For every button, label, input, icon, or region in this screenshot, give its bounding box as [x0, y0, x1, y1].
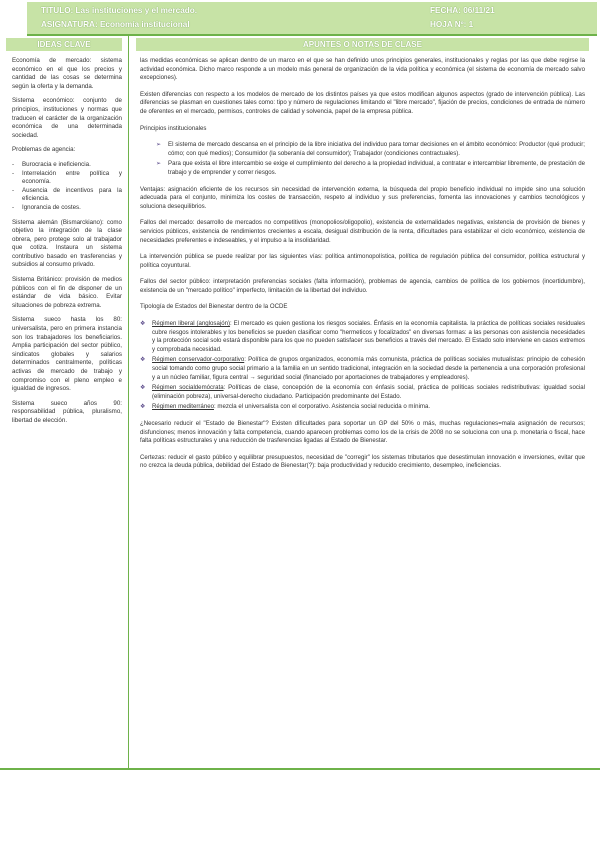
arrow-bullet-icon: ➢	[156, 161, 162, 168]
notes-paragraph: Existen diferencias con respecto a los modelos de mercado de los distintos países ya que estos modifican algunos aspectos (grado de intervención pública). Las diferencias se plasman en cuestiones tales como: tipo y número de regulaciones limitando el "libre mercado", fijación de precios, condiciones de entrada de número de oferentes en el mercado, permisos, controles de calidad y solvencia, papel de la empresa pública.	[140, 90, 585, 115]
subject-label: ASIGNATURA: Economía institucional	[41, 20, 190, 29]
date-label: FECHA: 06/11/21	[430, 6, 495, 15]
regime-text: : Política de grupos organizados, economía más comunista, práctica de políticas sociales mutualistas: principio de cohesión social tomando como grupo social primario a la familia en un sentido tradicional, integración en la sociedad desde la pertenencia a una corporación profesional y a un núcleo familiar, figura central → seguridad social (financiado por aportaciones de trabajadores y empleadores).	[152, 356, 585, 381]
list-item: - Interrelación entre política y economía.	[12, 170, 122, 187]
header-bar	[27, 2, 597, 36]
notes-paragraph: Fallos del sector público: interpretación preferencias sociales (falta información), problemas de agencia, cambios de política de los gobiernos (incertidumbre), existencia de un "mercado político" imperfecto, limitación de la libertad del individuo.	[140, 278, 585, 294]
notes-paragraph: ¿Necesario reducir el "Estado de Bienestar"? Existen dificultades para soportar un GP del 50% o más, muchas regulaciones=mala asignación de recursos; disfunciones; menos innovación y falta competencia, cuando aparecen problemas como los de la crisis de 2008 no se soluciona con una p. monetaria o fiscal, hace falta políticas estructurales y una reducción de trasferencias ligadas al Estado de Bienestar.	[140, 420, 585, 445]
diamond-bullet-icon: ❖	[140, 357, 146, 364]
key-idea-paragraph: Economía de mercado: sistema económico en el que los precios y cantidad de las cosas se determina según la oferta y la demanda.	[12, 57, 122, 90]
bullet-text: Para que exista el libre intercambio se exige el cumplimiento del derecho a la propiedad individual, a contratar e intercambiar libremente, de prestación de trabajo y de emprender y correr riesgos.	[168, 160, 585, 176]
notes-paragraph: La intervención pública se puede realizar por las siguientes vías: política antimonopolística, política de regulación pública del consumidor, política estructural y política coyuntural.	[140, 253, 585, 269]
diamond-bullet-icon: ❖	[140, 404, 146, 411]
diamond-bullet-icon: ❖	[140, 321, 146, 328]
key-idea-paragraph: Sistema sueco años 90: responsabilidad pública, pluralismo, libertad de elección.	[12, 399, 122, 424]
key-ideas-column	[0, 36, 129, 768]
notes-paragraph: Ventajas: asignación eficiente de los recursos sin necesidad de intervención externa, la búsqueda del propio beneficio individual no impide sino una solución adecuada para el conjunto, minimiza los costes de transacción, respeto al individuo y sus preferencias, fomenta las innovaciones y cambios tecnológicos y soluciona desequilibrios.	[140, 185, 585, 210]
page-number-label: HOJA Nº: 1	[430, 20, 474, 29]
key-ideas-body	[0, 51, 128, 426]
list-item: - Burocracia e ineficiencia.	[12, 161, 122, 170]
regime-text: : El mercado es quien gestiona los riesgos sociales. Énfasis en la economía capitalista. la práctica de políticas sociales residuales cubre riesgos intolerables y los beneficios se pueden clasificar como "hermeticos y focalizados" en diversas formas: a las personas con asistencia necesidades y la protección social solo estará disponible para los que no pueden satisfacer sus beneficios a través del mercado. El Estado solo interviene en casos extremos y comprobada necesidad.	[152, 320, 585, 353]
notes-paragraph: Certezas: reducir el gasto público y equilibrar presupuestos, necesidad de "corregir" los sistemas tributarios que desestimulan innovación e inversiones, evitar que no crezca la deuda pública, debilidad del Estado de Bienestar(?): baja productividad y reducido crecimiento, desempleo, ineficiencias.	[140, 453, 585, 470]
bottom-divider	[0, 768, 600, 770]
diamond-bullet-icon: ❖	[140, 385, 146, 392]
agency-problems-list	[12, 161, 122, 213]
principle-bullet	[156, 160, 585, 177]
regime-name: Régimen conservador-corporativo	[152, 356, 245, 364]
regime-text: : Políticas de clase, concepción de la economía con énfasis social, práctica de políticas sociales redistributivas: igualdad social (eliminación pobreza), universal-derecho ciudadano. Participación predominante del Estado.	[152, 384, 585, 400]
class-notes-column	[130, 36, 595, 768]
notes-paragraph: Fallos del mercado: desarrollo de mercados no competitivos (monopolios/oligopolio), existencia de externalidades negativas, existencia de provisión de bienes y servicios públicos, existencia de rendimientos crecientes a escala, desigual distribución de la renta, dificultades para estabilizar el ciclo económico, existencia de necesidades preferentes e indeseables, y el impulso a la insolidaridad.	[140, 219, 585, 244]
title-label: TITULO: Las instituciones y el mercado.	[41, 6, 198, 15]
key-idea-paragraph: Sistema económico: conjunto de principios, instituciones y normas que traducen el carácter de la organización económica de una determinada sociedad.	[12, 97, 122, 139]
regime-bullet	[140, 384, 585, 401]
notes-paragraph: Principios institucionales	[140, 124, 207, 132]
regime-name: Régimen socialdemócrata	[152, 384, 224, 392]
key-idea-paragraph: Problemas de agencia:	[12, 146, 76, 154]
principle-bullet	[156, 141, 585, 158]
regime-text: : mezcla el universalista con el corporativo. Asistencia social reducida o mínima.	[214, 403, 431, 411]
notes-paragraph: las medidas económicas se aplican dentro de un marco en el que se han definido unos principios generales, institucionales y reglas por las que debe regirse la actividad económica. Dicho marco responde a un modelo más general de organización de la vida política y económica (el sistema de economía de mercado salvo excepciones).	[140, 57, 585, 82]
regime-bullet	[140, 320, 585, 354]
key-idea-paragraph: Sistema Británico: provisión de medios públicos con el fin de disponer de un estándar de vida básico. Evitar situaciones de pobreza extrema.	[12, 276, 122, 309]
regime-name: Régimen mediterráneo	[152, 403, 214, 411]
class-notes-body	[130, 51, 595, 471]
notes-paragraph: Tipología de Estados del Bienestar dentro de la OCDE	[140, 303, 288, 311]
key-idea-paragraph: Sistema alemán (Bismarckiano): como objetivo la integración de la clase obrera, pero protege solo al trabajador que cotiza. Instaura un sistema contributivo basado en trasferencias y subsidios al consumo privado.	[12, 218, 122, 269]
key-idea-paragraph: Sistema sueco hasta los 80: universalista, pero en primera instancia son los trabajadores los beneficiarios. Amplia participación del sector público, sindicatos globales y salarios determinados centralmente, políticas activas de mercado de trabajo y compromiso con el pleno empleo e igualdad de ingresos.	[12, 316, 122, 393]
list-item: - Ausencia de incentivos para la eficiencia.	[12, 187, 122, 204]
key-ideas-heading: IDEAS CLAVE	[6, 38, 122, 51]
regime-bullet	[140, 403, 585, 412]
class-notes-heading: APUNTES O NOTAS DE CLASE	[136, 38, 589, 51]
regime-bullet	[140, 356, 585, 382]
arrow-bullet-icon: ➢	[156, 142, 162, 149]
bullet-text: El sistema de mercado descansa en el principio de la libre iniciativa del individuo para tomar decisiones en el ámbito económico: Productor (qué producir; cómo; con qué medios); Consumidor (la soberanía del consumidor); Trabajador (condiciones contractuales).	[168, 141, 585, 157]
regime-name: Régimen liberal (anglosajón)	[152, 320, 231, 328]
list-item: - Ignorancia de costes.	[12, 204, 122, 213]
